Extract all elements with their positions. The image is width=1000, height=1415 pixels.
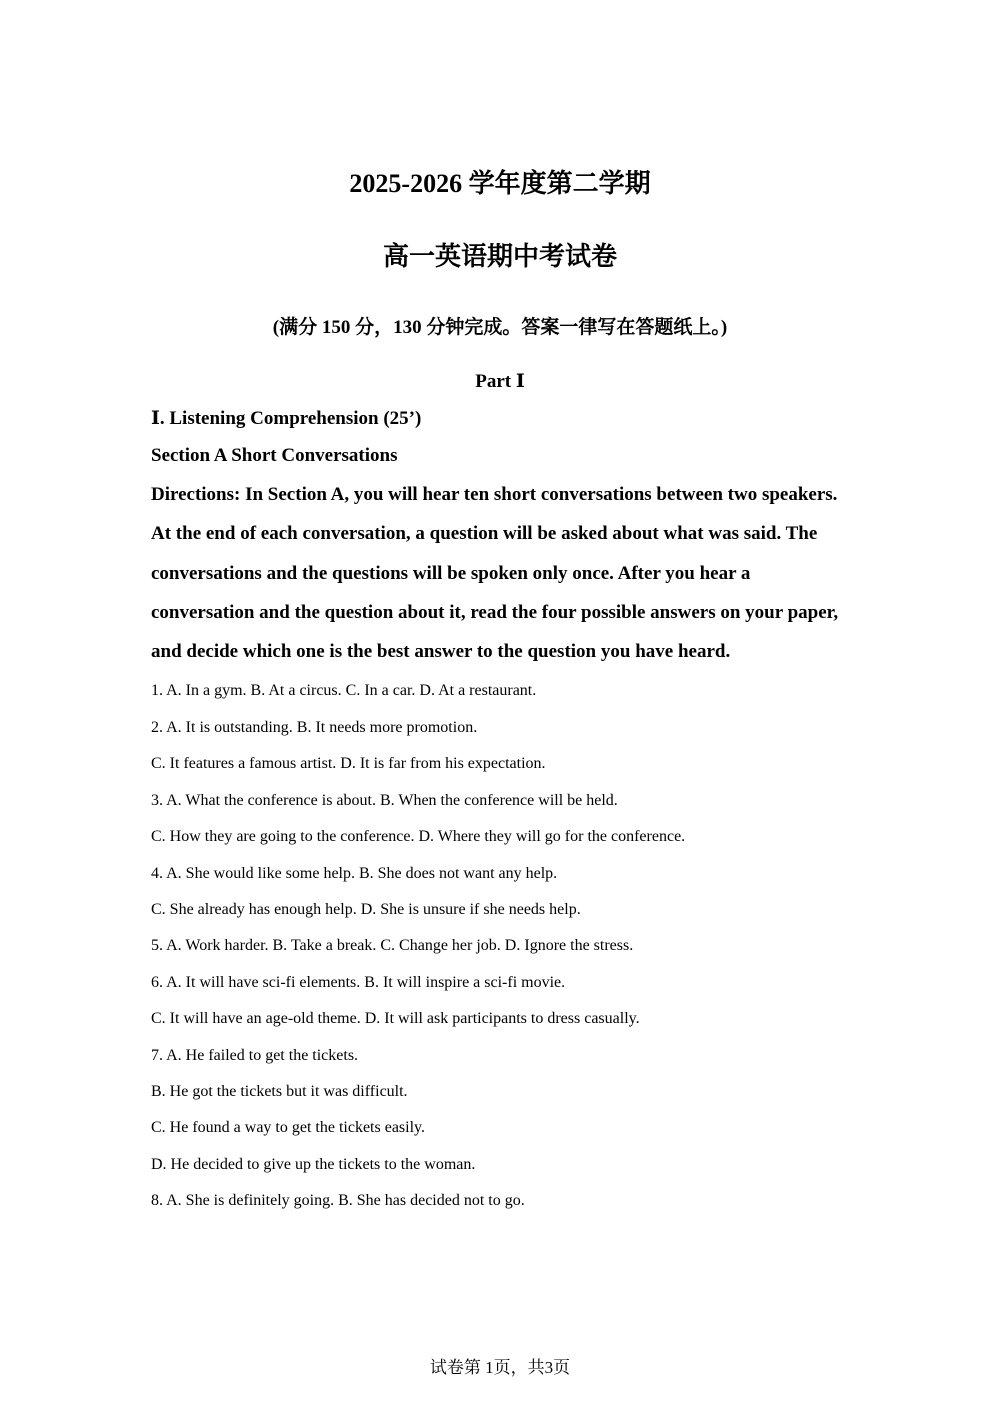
page-footer: 试卷第 1页，共3页 (429, 1358, 571, 1377)
question-line: C. It will have an age-old theme. D. It will ask participants to dress casually. (151, 1010, 640, 1028)
section-subheading: Section A Short Conversations (151, 445, 398, 466)
question-line: C. How they are going to the conference. D. Where they will go for the conference. (151, 828, 686, 846)
question-line: 3. A. What the conference is about. B. When the conference will be held. (151, 791, 618, 809)
question-line: 5. A. Work harder. B. Take a break. C. Change her job. D. Ignore the stress. (151, 937, 634, 955)
question-line: 6. A. It will have sci-fi elements. B. It will inspire a sci-fi movie. (151, 973, 566, 991)
question-line: C. She already has enough help. D. She is unsure if she needs help. (151, 900, 581, 918)
section-heading: Ⅰ. Listening Comprehension (25’) (151, 408, 422, 429)
question-line: 8. A. She is definitely going. B. She has decided not to go. (151, 1192, 525, 1210)
question-line: 7. A. He failed to get the tickets. (151, 1046, 359, 1064)
question-line: C. It features a famous artist. D. It is far from his expectation. (151, 755, 546, 773)
exam-title-name: 高一英语期中考试卷 (382, 242, 617, 271)
exam-content (151, 404, 856, 1220)
question-line: 1. A. In a gym. B. At a circus. C. In a car. D. At a restaurant. (151, 682, 537, 700)
question-line: B. He got the tickets but it was difficult. (151, 1082, 408, 1100)
question-list (151, 673, 856, 1219)
question-line: 2. A. It is outstanding. B. It needs more promotion. (151, 718, 478, 736)
exam-instructions: (满分 150 分，130 分钟完成。答案一律写在答题纸上。) (272, 317, 728, 338)
directions-text: Directions: In Section A, you will hear ten short conversations between two speakers. At the end of each conversation, a question will be asked about what was said. The conversations and the questions will be spoken only once. After you hear a conversation and the question about it, read the four possible answers on your paper, and decide which one is the best answer to the question you have heard. (151, 484, 839, 663)
question-line: C. He found a way to get the tickets easily. (151, 1119, 425, 1137)
part-label: Part Ⅰ (475, 371, 525, 392)
question-line: D. He decided to give up the tickets to the woman. (151, 1155, 476, 1173)
exam-title-year: 2025-2026 学年度第二学期 (349, 169, 651, 198)
question-line: 4. A. She would like some help. B. She does not want any help. (151, 864, 558, 882)
